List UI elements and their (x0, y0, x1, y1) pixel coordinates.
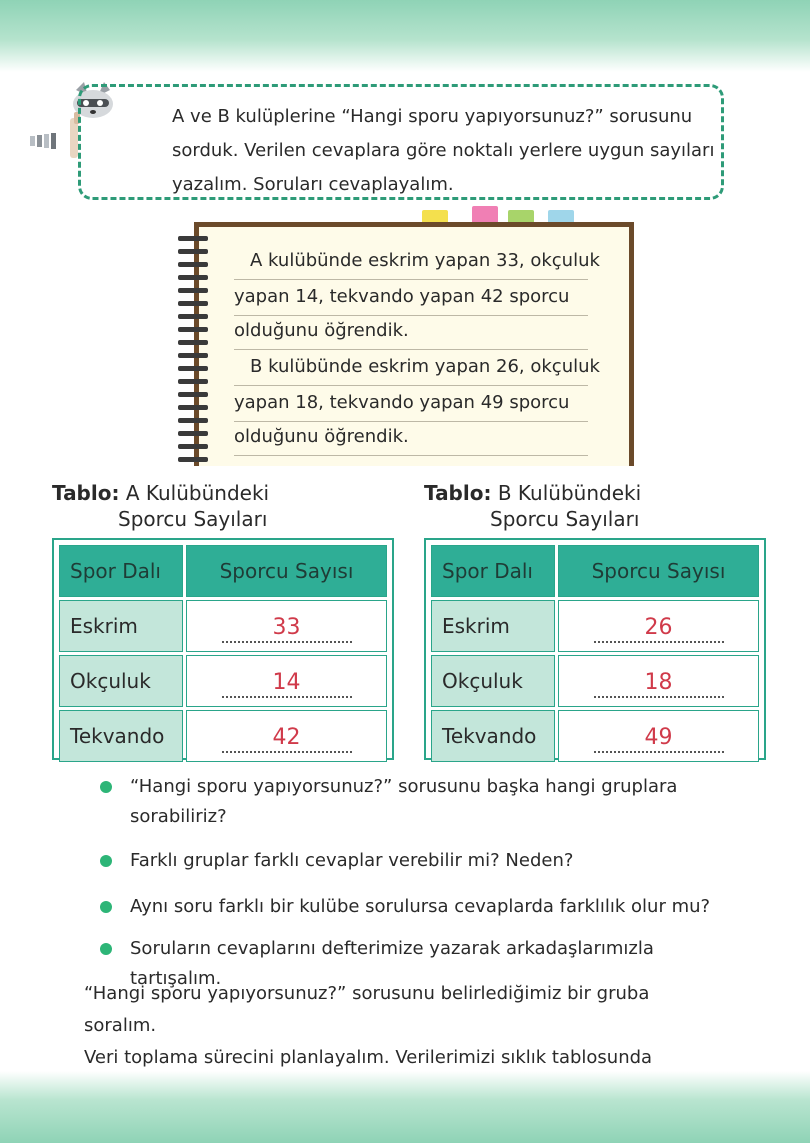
closing-line: “Hangi sporu yapıyorsunuz?” sorusunu belirlediğimiz bir gruba soralım. (84, 983, 650, 1036)
table-a-sport-cell: Eskrim (59, 600, 183, 652)
question-bullet (100, 892, 720, 922)
notebook-line: B kulübünde eskrim yapan 26, okçuluk (234, 352, 588, 386)
intro-paragraph (172, 100, 717, 202)
table-b-label: Tablo: (424, 481, 492, 505)
question-text: Farklı gruplar farklı cevaplar verebilir mi? Neden? (130, 850, 574, 871)
question-text: Aynı soru farklı bir kulübe sorulursa cevaplarda farklılık olur mu? (130, 896, 711, 917)
notebook-line: yapan 18, tekvando yapan 49 sporcu (234, 388, 588, 422)
notebook-line: olduğunu öğrendik. (234, 316, 588, 350)
table-b-title-line1: B Kulübündeki (497, 481, 642, 505)
notebook-spiral-icon (178, 232, 212, 464)
bullet-dot-icon (100, 943, 112, 955)
table-a (52, 538, 394, 760)
table-b (424, 538, 766, 760)
table-a-title-line1: A Kulübündeki (125, 481, 270, 505)
notebook-line: yapan 14, tekvando yapan 42 sporcu (234, 282, 588, 316)
table-row (431, 600, 759, 652)
table-b-title-line2: Sporcu Sayıları (490, 507, 640, 531)
table-a-value-cell (186, 600, 387, 652)
intro-line: sorduk. Verilen cevaplara göre noktalı yerlere uygun sayıları (172, 140, 715, 161)
table-b-answer: 49 (594, 719, 724, 753)
table-row (59, 600, 387, 652)
bullet-dot-icon (100, 781, 112, 793)
table-b-answer: 26 (594, 609, 724, 643)
notebook-line: A kulübünde eskrim yapan 33, okçuluk (234, 246, 588, 280)
notebook-line: olduğunu öğrendik. (234, 422, 588, 456)
table-a-answer: 14 (222, 664, 352, 698)
top-decorative-band (0, 0, 810, 72)
table-a-title-line2: Sporcu Sayıları (118, 507, 268, 531)
table-b-value-cell (558, 655, 759, 707)
table-b-caption (424, 480, 641, 532)
question-bullet (100, 772, 720, 832)
table-b-sport-cell: Eskrim (431, 600, 555, 652)
table-a-answer: 33 (222, 609, 352, 643)
question-text: Soruların cevaplarını defterimize yazarak arkadaşlarımızla tartışalım. (130, 938, 654, 989)
table-a-value-cell (186, 655, 387, 707)
question-text: “Hangi sporu yapıyorsunuz?” sorusunu başka hangi gruplara sorabiliriz? (130, 776, 678, 827)
table-b-sport-cell: Tekvando (431, 710, 555, 762)
table-row (59, 655, 387, 707)
intro-line: yazalım. Soruları cevaplayalım. (172, 174, 454, 195)
table-a-header-count: Sporcu Sayısı (186, 545, 387, 597)
table-a-caption (52, 480, 269, 532)
table-row (431, 655, 759, 707)
table-a-value-cell (186, 710, 387, 762)
bullet-dot-icon (100, 855, 112, 867)
table-b-header-count: Sporcu Sayısı (558, 545, 759, 597)
table-a-answer: 42 (222, 719, 352, 753)
table-b-value-cell (558, 710, 759, 762)
bullet-dot-icon (100, 901, 112, 913)
table-b-sport-cell: Okçuluk (431, 655, 555, 707)
table-b-answer: 18 (594, 664, 724, 698)
table-row (431, 710, 759, 762)
table-a-header-sport: Spor Dalı (59, 545, 183, 597)
intro-line: A ve B kulüplerine “Hangi sporu yapıyorsunuz?” sorusunu (172, 106, 693, 127)
table-row (59, 710, 387, 762)
bottom-decorative-band (0, 1071, 810, 1143)
closing-line: Veri toplama sürecini planlayalım. Verilerimizi sıklık tablosunda (84, 1047, 653, 1068)
table-b-header-sport: Spor Dalı (431, 545, 555, 597)
question-bullet (100, 846, 720, 876)
table-a-sport-cell: Okçuluk (59, 655, 183, 707)
table-a-sport-cell: Tekvando (59, 710, 183, 762)
table-b-value-cell (558, 600, 759, 652)
table-a-label: Tablo: (52, 481, 120, 505)
